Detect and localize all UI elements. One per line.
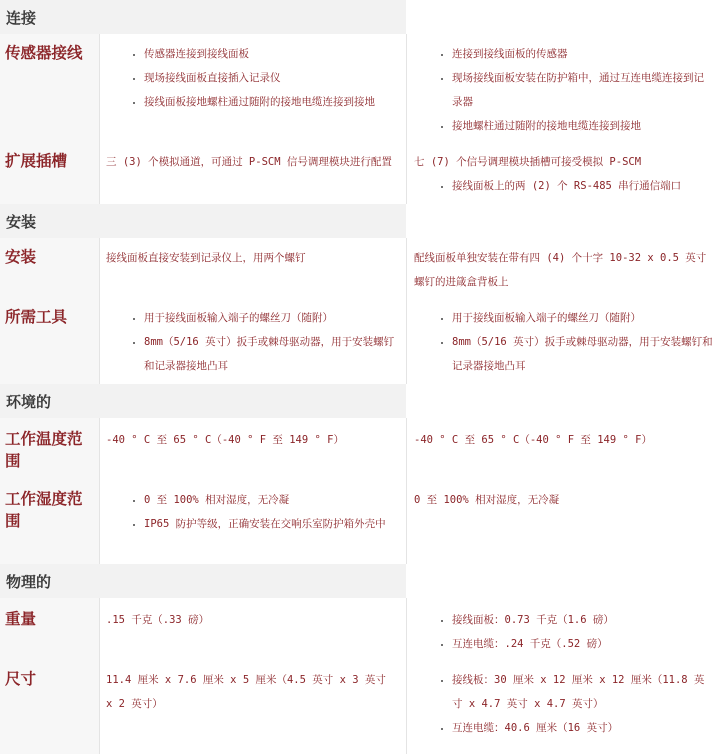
list-item: • 现场接线面板安装在防护箱中，通过互连电缆连接到记录器 [452,66,714,114]
op-temp-col2: -40 ° C 至 65 ° C（-40 ° F 至 149 ° F） [414,434,652,446]
column-divider [406,34,407,204]
section-header-install [0,204,406,238]
section-header-physical [0,564,406,598]
list-item: • 互连电缆：.24 千克（.52 磅） [452,632,714,656]
row-label-op-humidity: 工作湿度范围 [5,490,83,530]
row-label-install: 安装 [5,248,37,266]
expansion-slot-col2 [414,150,714,198]
section-header-connection [0,0,406,34]
expansion-slot-text: 七 (7) 个信号调理模块插槽可接受模拟 P-SCM [414,156,642,168]
weight-col1: .15 千克（.33 磅） [106,614,210,626]
expansion-slot-col1: 三 (3) 个模拟通道，可通过 P-SCM 信号调理模块进行配置 [106,156,392,168]
list-item: • 用于接线面板输入端子的螺丝刀（随附） [452,306,714,330]
row-label-weight: 重量 [5,610,37,628]
sensor-wiring-col1 [106,42,398,114]
list-item: • 用于接线面板输入端子的螺丝刀（随附） [144,306,398,330]
op-humidity-col1 [106,488,398,536]
weight-col2 [414,608,714,656]
tools-col1 [106,306,398,378]
row-label-dimensions: 尺寸 [5,670,37,688]
section-title: 物理的 [6,573,52,591]
op-temp-col1: -40 ° C 至 65 ° C（-40 ° F 至 149 ° F） [106,434,344,446]
list-item: • 接线面板上的两 (2) 个 RS-485 串行通信端口 [452,174,714,198]
list-item: • 接地螺柱通过随附的接地电缆连接到接地 [452,114,714,138]
tools-col2 [414,306,714,378]
op-humidity-col2: 0 至 100% 相对湿度，无冷凝 [414,494,560,506]
list-item: • 连接到接线面板的传感器 [452,42,714,66]
sensor-wiring-col2 [414,42,714,138]
row-label-tools: 所需工具 [5,308,68,326]
list-item: • 接线面板接地螺柱通过随附的接地电缆连接到接地 [144,90,398,114]
list-item: • 接线板：30 厘米 x 12 厘米 x 12 厘米（11.8 英寸 x 4.7 英寸 x 4.7 英寸） [452,668,714,716]
column-divider [99,418,100,564]
install-col2: 配线面板单独安装在带有四 (4) 个十字 10-32 x 0.5 英寸螺钉的进箴盒背板上 [414,252,707,288]
column-divider [99,34,100,204]
row-label-op-temp: 工作温度范围 [5,430,83,470]
section-title: 环境的 [6,393,52,411]
section-title: 安装 [6,213,37,231]
section-title: 连接 [6,9,37,27]
list-item: • 互连电缆：40.6 厘米（16 英寸） [452,716,714,740]
list-item: • IP65 防护等级，正确安装在交响乐室防护箱外壳中 [144,512,398,536]
list-item: • 8mm（5/16 英寸）扳手或棘母驱动器，用于安装螺钉和记录器接地凸耳 [452,330,714,378]
dimensions-col1: 11.4 厘米 x 7.6 厘米 x 5 厘米（4.5 英寸 x 3 英寸 x 2 英寸） [106,674,386,710]
section-header-environment [0,384,406,418]
list-item: • 接线面板：0.73 千克（1.6 磅） [452,608,714,632]
install-col1: 接线面板直接安装到记录仪上，用两个螺钉 [106,252,306,264]
list-item: • 0 至 100% 相对湿度，无冷凝 [144,488,398,512]
list-item: • 现场接线面板直接插入记录仪 [144,66,398,90]
column-divider [406,238,407,384]
row-label-expansion-slot: 扩展插槽 [5,152,68,170]
column-divider [99,238,100,384]
column-divider [406,418,407,564]
column-divider [99,598,100,754]
list-item: • 传感器连接到接线面板 [144,42,398,66]
column-divider [406,598,407,754]
dimensions-col2 [414,668,714,740]
row-label-sensor-wiring: 传感器接线 [5,44,83,62]
list-item: • 8mm（5/16 英寸）扳手或棘母驱动器，用于安装螺钉和记录器接地凸耳 [144,330,398,378]
